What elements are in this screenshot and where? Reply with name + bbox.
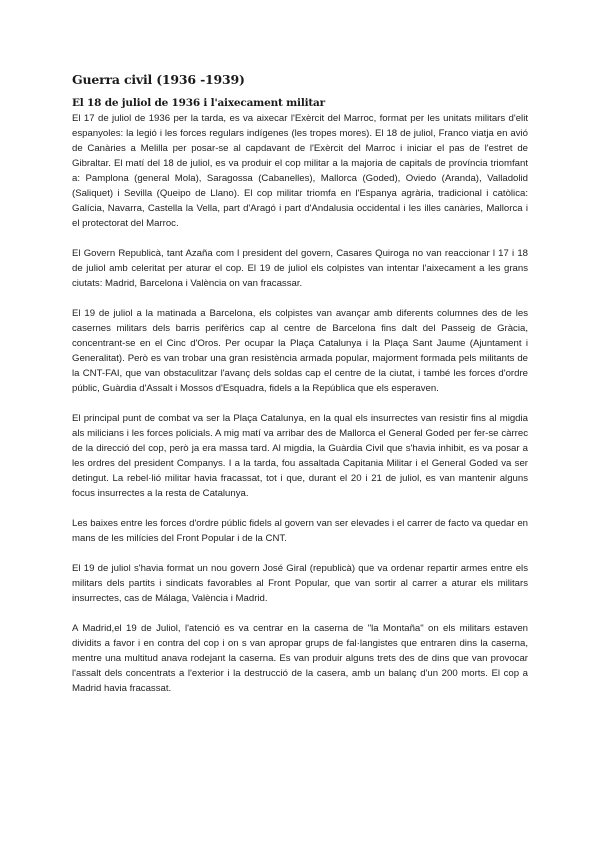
paragraph-7: A Madrid,el 19 de Juliol, l'atenció es va centrar en la caserna de "la Montaña" on els militars estaven dividits a favor i en contra del cop i on s van apropar grups de fal·langistes que entraren dins la caserna, mentre una multitud anava rodejant la caserna. Es van produir alguns trets des de dins que van provocar l'assalt dels concentrats a l'exterior i la destrucció de la casera, amb un balanç d'un 200 morts. El cop a Madrid havia fracassat. [72, 623, 528, 694]
paragraph-1: El 17 de juliol de 1936 per la tarda, es va aixecar l'Exèrcit del Marroc, format per les unitats militars d'elit espanyoles: la legió i les forces regulars indígenes (les tropes mores). El 18 de juliol, Franco viatja en avió de Canàries a Melilla per posar-se al capdavant de l'Exèrcit del Marroc i iniciar el pas de l'estret de Gibraltar. El matí del 18 de juliol, es va produir el cop militar a la majoria de capitals de província triomfant a: Pamplona (general Mola), Saragossa (Cabanelles), Mallorca (Goded), Oviedo (Aranda), Valladolid (Saliquet) i Sevilla (Queipo de Llano). El cop militar triomfa en l'Espanya agrària, tradicional i catòlica: Galícia, Navarra, Castella la Vella, part d'Aragó i part d'Andalusia occidental i les illes canàries, Mallorca i el protectorat del Marroc. [72, 113, 528, 229]
paragraph-4: El principal punt de combat va ser la Plaça Catalunya, en la qual els insurrectes van resistir fins al migdia als milicians i les forces policials. A mig matí va arribar des de Mallorca el General Goded per fer-se càrrec de la direcció del cop, però ja era massa tard. Al migdia, la Guàrdia Civil que s'havia inhibit, es va posar a les ordres del president Companys. I a la tarda, fou assaltada Capitania Militar i el General Goded va ser detingut. La rebel·lió militar havia fracassat, tot i que, durant el 20 i 21 de juliol, es van mantenir alguns focus insurrectes a la resta de Catalunya. [72, 413, 528, 499]
paragraph-5: Les baixes entre les forces d'ordre públic fidels al govern van ser elevades i el carrer de facto va quedar en mans de les milícies del Front Popular i de la CNT. [72, 518, 528, 544]
section-heading: El 18 de juliol de 1936 i l'aixecament militar [72, 97, 325, 109]
paragraph-2: El Govern Republicà, tant Azaña com l president del govern, Casares Quiroga no van reaccionar l 17 i 18 de juliol amb celeritat per aturar el cop. El 19 de juliol els colpistes van intentar l'aixecament a les grans ciutats: Madrid, Barcelona i València on van fracassar. [72, 248, 528, 289]
document-page [72, 72, 528, 711]
document-title: Guerra civil (1936 -1939) [72, 72, 245, 87]
paragraph-3: El 19 de juliol a la matinada a Barcelona, els colpistes van avançar amb diferents columnes des de les casernes militars dels barris perifèrics cap al centre de Barcelona fins dalt del Passeig de Gràcia, concentrant-se en el Cinc d'Oros. Per ocupar la Plaça Catalunya i la Plaça Sant Jaume (Ajuntament i Generalitat). Però es van trobar una gran resistència armada popular, majorment formada pels militants de la CNT-FAI, que van obstaculitzar l'avanç dels soldas cap el centre de la ciutat, i també les forces d'ordre públic, Guàrdia d'Assalt i Mossos d'Esquadra, fidels a la República que els esperaven. [72, 308, 528, 394]
paragraph-6: El 19 de juliol s'havia format un nou govern José Giral (republicà) que va ordenar repartir armes entre els militars dels partits i sindicats favorables al Front Popular, que van sortir al carrer a aturar els militars insurrectes, cas de Málaga, València i Madrid. [72, 563, 528, 604]
